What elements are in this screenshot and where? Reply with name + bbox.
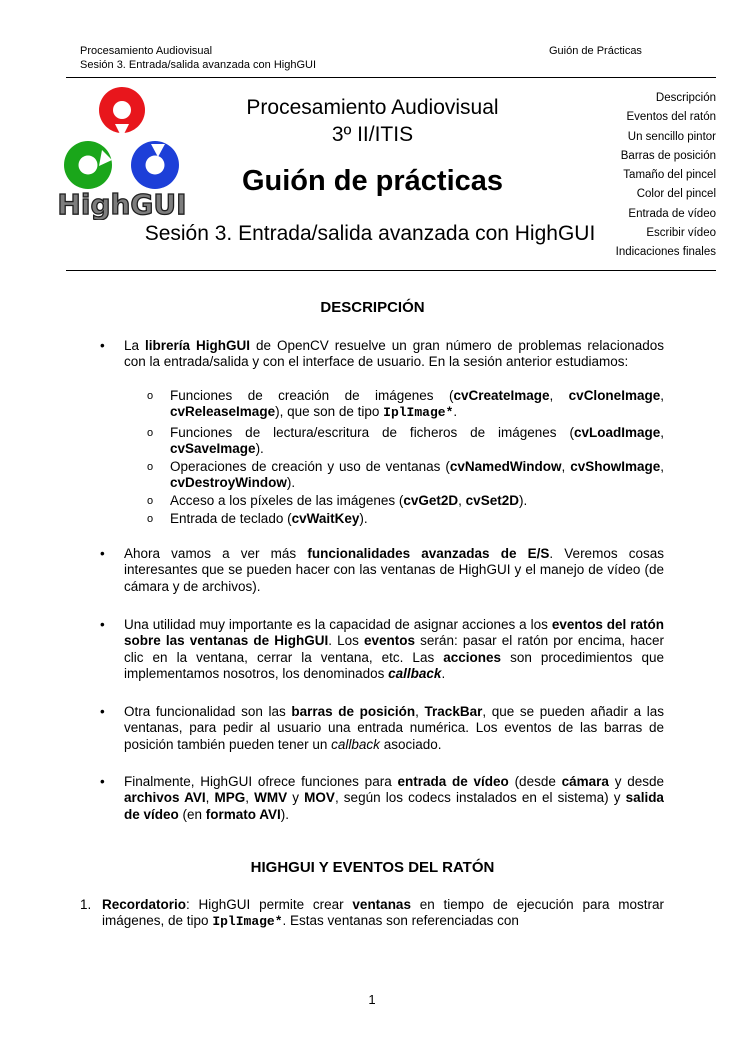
bold-run: cámara [561, 774, 609, 789]
text-run: Una utilidad muy importante es la capacidad de asignar acciones a los [124, 617, 552, 632]
text-run: . Estas ventanas son referenciadas con [282, 913, 519, 929]
subbullet-icon: o [147, 513, 154, 525]
bold-run: barras de posición [291, 704, 416, 719]
bullet-icon: • [100, 704, 105, 719]
text-run: Ahora vamos a ver más [124, 546, 308, 561]
header-rule [66, 77, 716, 78]
text-run: de OpenCV resuelve un gran número de problemas relacionados con la entrada/salida y con el interface de usuario. En la sesión anterior estudiamos: [124, 338, 664, 370]
text-run: en tiempo de ejecución para mostrar imágenes, de tipo [102, 897, 664, 929]
toc-link-entrada-video[interactable]: Entrada de vídeo [628, 207, 716, 220]
bold-run: cvDestroyWindow [170, 475, 287, 491]
text-run: Entrada de teclado ( [170, 511, 292, 526]
text-run: ). [280, 806, 290, 822]
bold-run: eventos del ratón sobre las ventanas de HighGUI [124, 617, 664, 649]
text-run: , que se pueden añadir a las ventanas, para pedir al usuario una entrada numérica. Los eventos de las barras de posición también pueden tener un [124, 704, 664, 752]
text-run: ). [518, 493, 528, 508]
bold-run: cvWaitKey [291, 511, 360, 526]
text-run: : HighGUI permite crear [186, 897, 353, 912]
toc-link-eventos-raton[interactable]: Eventos del ratón [626, 111, 716, 124]
text-run: Otra funcionalidad son las [124, 704, 292, 719]
title-rule [66, 270, 716, 271]
bold-run: cvGet2D [403, 493, 459, 508]
toc-link-tamano-pincel[interactable]: Tamaño del pincel [623, 169, 716, 182]
text-run: . Veremos cosas interesantes que se pueden hacer con las ventanas de HighGUI y el manejo de vídeo (de cámara y de archivos). [124, 546, 664, 594]
bold-run: ventanas [352, 897, 411, 912]
toc-link-sencillo-pintor[interactable]: Un sencillo pintor [627, 130, 716, 143]
bold-run: formato AVI [205, 806, 281, 822]
italic-run: callback [331, 736, 380, 752]
subbullet-teclado [147, 511, 664, 527]
text-run: ). [255, 441, 264, 457]
subbullet-icon: o [147, 495, 154, 507]
header-course: Procesamiento Audiovisual [80, 45, 213, 57]
bullet-paragraph-eventos [100, 617, 664, 683]
header-session: Sesión 3. Entrada/salida avanzada con HighGUI [80, 59, 317, 71]
bold-run: MPG [214, 790, 246, 806]
code-run: IplImage* [212, 914, 283, 930]
bold-run: TrackBar [424, 704, 483, 719]
toc-link-descripcion[interactable]: Descripción [655, 92, 716, 104]
subbullet-creacion-imagenes [147, 388, 664, 422]
text-run: , [245, 790, 255, 806]
page-number: 1 [368, 992, 376, 1007]
text-run: Finalmente, HighGUI ofrece funciones para [124, 774, 398, 789]
section-heading-eventos-raton: HIGHGUI Y EVENTOS DEL RATÓN [250, 859, 495, 876]
title-guide: Guión de prácticas [241, 165, 504, 197]
bullet-icon: • [100, 338, 105, 353]
running-header-left [80, 44, 316, 72]
logo-green-ring [64, 141, 112, 189]
bullet-paragraph-highgui [100, 338, 664, 371]
bullet-paragraph-barras [100, 704, 664, 753]
bold-run [388, 666, 441, 681]
bold-run: cvCloneImage [568, 388, 661, 403]
bold-run: funcionalidades avanzadas de E/S [307, 546, 550, 561]
header-doc-type: Guión de Prácticas [549, 45, 642, 57]
subbullet-icon: o [147, 427, 154, 439]
bold-run: cvShowImage [570, 459, 661, 474]
text-run: son procedimientos que implementamos nosotros, los denominados [124, 649, 664, 682]
text-run: , [549, 388, 569, 403]
text-run: , [561, 459, 571, 474]
bold-run: cvLoadImage [573, 425, 661, 440]
text-run: . [453, 404, 458, 420]
bold-run: cvSaveImage [170, 441, 256, 457]
bold-run: cvNamedWindow [449, 459, 562, 474]
toc-link-escribir-video[interactable]: Escribir vídeo [646, 227, 716, 240]
logo-text: HighGUI [57, 188, 187, 220]
text-run: Operaciones de creación y uso de ventanas ( [170, 459, 450, 474]
bold-run: cvSet2D [465, 493, 519, 508]
bullet-paragraph-funcionalidades [100, 546, 664, 595]
title-year: 3º II/ITIS [331, 123, 414, 146]
text-run: , [205, 790, 215, 806]
toc-link-indicaciones-finales[interactable]: Indicaciones finales [615, 246, 716, 259]
subbullet-pixeles [147, 493, 664, 509]
text-run: ). [286, 475, 296, 491]
bullet-icon: • [100, 546, 105, 561]
text-run: (en [178, 806, 206, 822]
bold-run: eventos [364, 633, 416, 649]
text-run: Funciones de lectura/escritura de ficheros de imágenes ( [170, 425, 574, 440]
section-heading-descripcion: DESCRIPCIÓN [320, 299, 425, 316]
text-run: La [124, 338, 145, 353]
text-run: asociado. [379, 736, 442, 752]
bold-run: cvCreateImage [453, 388, 550, 403]
text-run: ). [359, 511, 368, 526]
text-run: , según los codecs instalados en el sistema) y [334, 790, 626, 806]
bold-run: salida de vídeo [124, 790, 664, 822]
logo-blue-ring [131, 141, 179, 189]
title-course: Procesamiento Audiovisual [246, 96, 499, 119]
text-run: , [660, 459, 664, 474]
text-run: (desde [508, 774, 562, 789]
text-run: , [660, 425, 664, 440]
logo-red-ring [99, 87, 145, 138]
bold-run: cvReleaseImage [170, 404, 276, 420]
bold-italic-run: callback [388, 666, 442, 682]
text-run: , [458, 493, 466, 508]
code-run: IplImage* [383, 405, 454, 421]
text-run: . [441, 666, 446, 682]
highgui-logo [55, 80, 190, 220]
text-run: , [415, 704, 425, 719]
bullet-icon: • [100, 617, 105, 632]
text-run: y desde [608, 774, 664, 789]
bold-run: entrada de vídeo [397, 774, 509, 789]
bold-run: librería HighGUI [145, 338, 250, 353]
item-number: 1. [80, 897, 92, 912]
text-run: , [660, 388, 664, 403]
text-run: . Los [328, 633, 365, 649]
text-run: Acceso a los píxeles de las imágenes ( [170, 493, 404, 508]
subbullet-lectura-escritura [147, 425, 664, 458]
bold-run: WMV [254, 790, 288, 806]
bold-run: acciones [443, 649, 502, 665]
text-run: y [287, 790, 305, 806]
title-session: Sesión 3. Entrada/salida avanzada con HighGUI [144, 222, 596, 245]
toc-link-barras-posicion[interactable]: Barras de posición [620, 149, 716, 162]
subbullet-icon: o [147, 390, 154, 402]
bold-run: archivos AVI [124, 790, 206, 806]
text-run: Funciones de creación de imágenes ( [170, 388, 454, 403]
text-run: serán: pasar el ratón por encima, hacer clic en la ventana, cerrar la ventana, etc. Las [124, 633, 664, 665]
toc-link-color-pincel[interactable]: Color del pincel [636, 188, 716, 201]
bold-run: MOV [304, 790, 335, 806]
bold-run: Recordatorio [102, 897, 187, 912]
text-run: ), que son de tipo [275, 404, 384, 420]
bullet-paragraph-video [100, 774, 664, 823]
subbullet-icon: o [147, 461, 154, 473]
table-of-contents [616, 89, 716, 263]
numbered-paragraph-recordatorio [80, 897, 664, 931]
bullet-icon: • [100, 774, 105, 789]
subbullet-ventanas [147, 459, 664, 492]
